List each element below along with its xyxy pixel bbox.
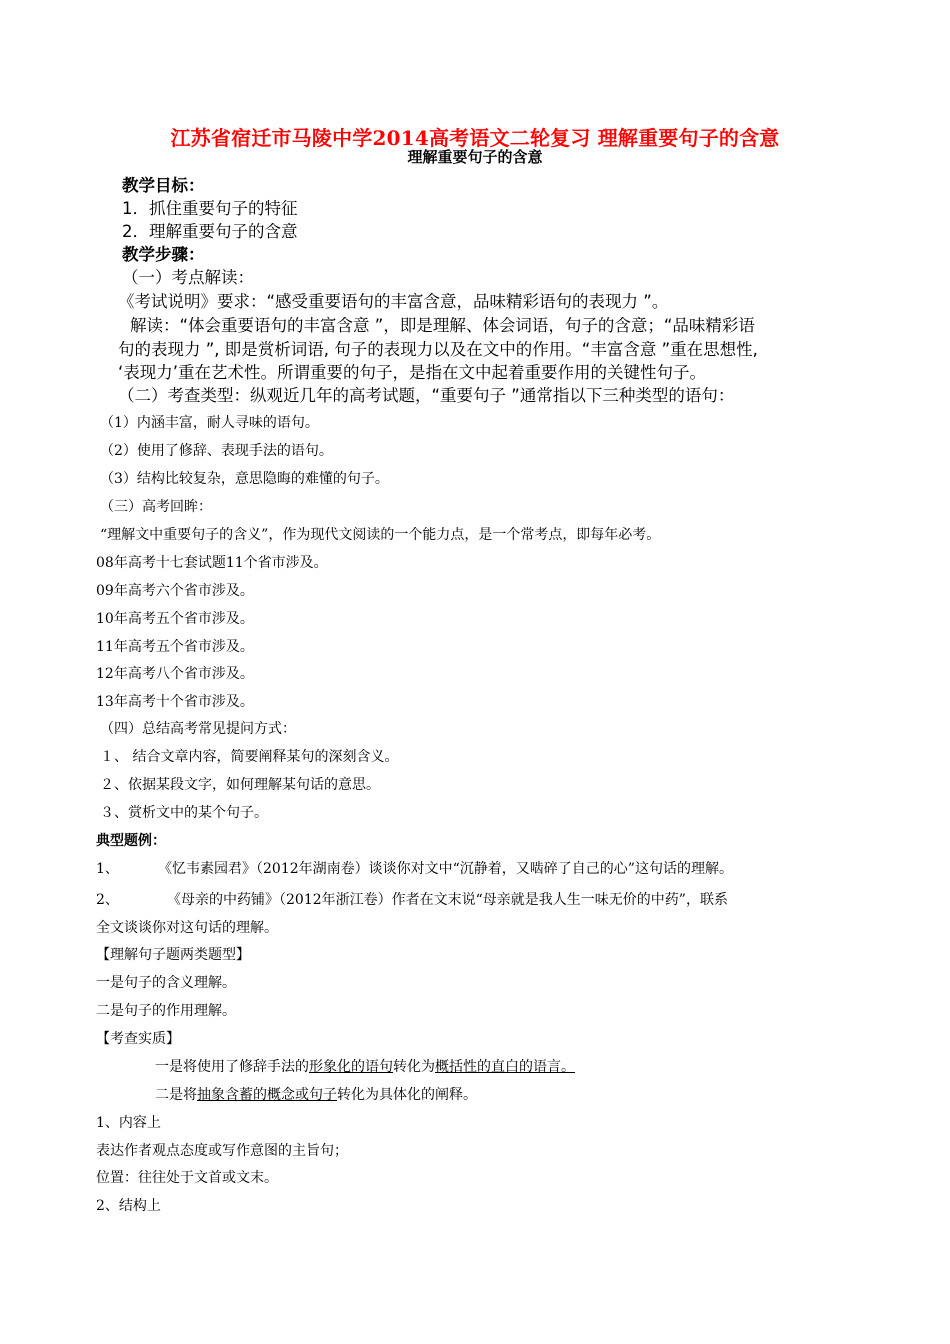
type-1: 一是句子的含义理解。	[96, 975, 236, 991]
year-10: 10年高考五个省市涉及。	[96, 611, 254, 627]
structure-heading: 2、结构上	[96, 1198, 161, 1214]
section1-interpretation-2: 句的表现力 ”, 即是赏析词语, 句子的表现力以及在文中的作用。“丰富含意 ”重在思想性,	[118, 340, 758, 359]
example-1-text: 《忆韦素园君》（2012年湖南卷）谈谈你对文中“沉静着，又啮碎了自己的心”这句话的理解。	[158, 861, 733, 877]
section4-heading: （四）总结高考常见提问方式：	[100, 721, 296, 737]
content-line-2: 位置：往往处于文首或文末。	[96, 1170, 278, 1186]
year-12: 12年高考八个省市涉及。	[96, 666, 254, 682]
question-2: ２、依据某段文字，如何理解某句话的意思。	[100, 777, 380, 793]
section2-item-1: （1）内涵丰富，耐人寻味的语句。	[100, 415, 319, 431]
example-1-number: 1、	[96, 861, 119, 877]
section1-interpretation-1: 解读：“体会重要语句的丰富含意 ”，即是理解、体会词语，句子的含意；“品味精彩语	[130, 316, 755, 335]
content-heading: 1、内容上	[96, 1115, 161, 1131]
goals-heading: 教学目标：	[122, 176, 205, 195]
document-title: 江苏省宿迁市马陵中学2014高考语文二轮复习 理解重要句子的含意	[170, 126, 780, 150]
question-1: １、 结合文章内容，简要阐释某句的深刻含义。	[100, 749, 399, 765]
essence-1-part-a: 一是将使用了修辞手法的	[155, 1059, 309, 1075]
section3-heading: （三）高考回眸：	[100, 499, 212, 515]
section2-item-2: （2）使用了修辞、表现手法的语句。	[100, 443, 333, 459]
question-3: ３、赏析文中的某个句子。	[100, 805, 268, 821]
essence-1-underlined-b: 概括性的直白的语言。	[435, 1059, 575, 1075]
essence-heading: 【考查实质】	[96, 1031, 180, 1047]
year-08: 08年高考十七套试题11个省市涉及。	[96, 555, 328, 571]
type-2: 二是句子的作用理解。	[96, 1003, 236, 1019]
section2-item-3: （3）结构比较复杂，意思隐晦的难懂的句子。	[100, 471, 389, 487]
example-2-number: 2、	[96, 892, 119, 908]
essence-2-underlined: 抽象含蓄的概念或句子	[197, 1087, 337, 1103]
essence-1-part-c: 转化为	[393, 1059, 435, 1075]
examples-heading: 典型题例：	[96, 833, 166, 849]
section1-heading: （一）考点解读：	[122, 268, 254, 287]
types-heading: 【理解句子题两类题型】	[96, 947, 250, 963]
section1-requirement: 《考试说明》要求：“感受重要语句的丰富含意，品味精彩语句的表现力 ”。	[118, 292, 669, 311]
document-subtitle: 理解重要句子的含意	[407, 148, 543, 166]
section1-interpretation-3: ‘表现力’重在艺术性。所谓重要的句子，是指在文中起着重要作用的关键性句子。	[118, 363, 706, 382]
year-11: 11年高考五个省市涉及。	[96, 639, 254, 655]
content-line-1: 表达作者观点态度或写作意图的主旨句；	[96, 1143, 348, 1159]
essence-line-2	[155, 1084, 477, 1104]
essence-line-1	[155, 1056, 575, 1076]
section3-intro: “理解文中重要句子的含义”，作为现代文阅读的一个能力点，是一个常考点，即每年必考。	[100, 527, 661, 543]
goal-1: 1．抓住重要句子的特征	[122, 199, 298, 218]
essence-2-part-a: 二是将	[155, 1087, 197, 1103]
example-2-continued: 全文谈谈你对这句话的理解。	[96, 920, 278, 936]
goal-2: 2．理解重要句子的含意	[122, 222, 298, 241]
year-13: 13年高考十个省市涉及。	[96, 694, 254, 710]
essence-1-underlined-a: 形象化的语句	[309, 1059, 393, 1075]
example-2-text: 《母亲的中药铺》（2012年浙江卷）作者在文末说“母亲就是我人生一味无价的中药”，联系	[167, 892, 728, 908]
steps-heading: 教学步骤：	[122, 245, 205, 264]
section2-heading: （二）考查类型：纵观近几年的高考试题，“重要句子 ”通常指以下三种类型的语句：	[118, 386, 735, 405]
year-09: 09年高考六个省市涉及。	[96, 583, 254, 599]
essence-2-part-c: 转化为具体化的阐释。	[337, 1087, 477, 1103]
